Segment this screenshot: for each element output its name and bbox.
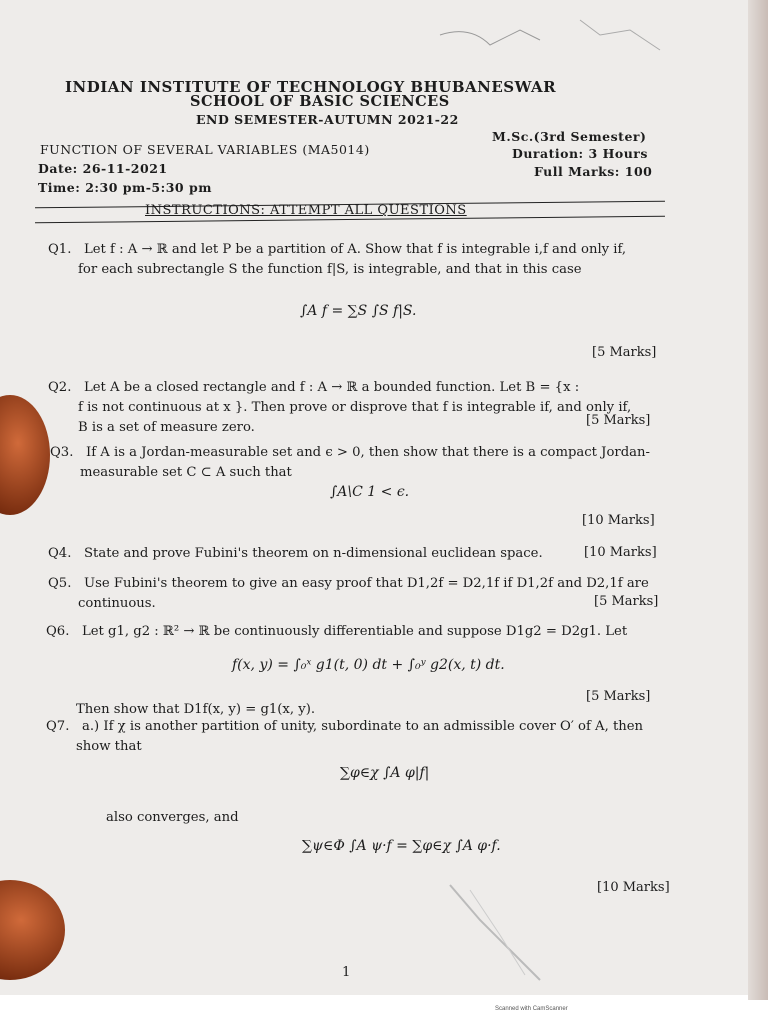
formula-q7-series: ∑φ∈χ ∫A φ|f| [340,765,430,781]
school-name: SCHOOL OF BASIC SCIENCES [190,93,450,110]
question-7 [46,717,696,757]
question-6 [46,622,696,642]
instructions: INSTRUCTIONS: ATTEMPT ALL QUESTIONS [145,203,467,218]
full-marks: Full Marks: 100 [534,164,653,179]
question-number: Q4. [48,546,72,561]
marks-q4: [10 Marks] [584,545,657,560]
program: M.Sc.(3rd Semester) [492,129,647,144]
question-3 [50,443,690,483]
formula-q6: f(x, y) = ∫₀ˣ g1(t, 0) dt + ∫₀ʸ g2(x, t) dt. [232,657,505,673]
question-text: B is a set of measure zero. [78,420,255,435]
question-number: Q6. [46,624,70,639]
marks-q3: [10 Marks] [582,513,655,528]
duration: Duration: 3 Hours [512,146,648,161]
finger-shadow-top [0,395,50,515]
marks-q6: [5 Marks] [586,689,651,704]
institute-name: INDIAN INSTITUTE OF TECHNOLOGY BHUBANESWAR [65,78,557,96]
formula-q3: ∫A\C 1 < ϵ. [330,484,410,500]
question-text: continuous. [78,596,156,611]
page-number: 1 [342,965,351,980]
question-text: State and prove Fubini's theorem on n-dimensional euclidean space. [84,546,543,561]
exam-date: Date: 26-11-2021 [38,161,168,176]
question-text: measurable set C ⊂ A such that [80,465,292,480]
course-title: FUNCTION OF SEVERAL VARIABLES (MA5014) [40,142,370,157]
marks-q5: [5 Marks] [594,594,659,609]
marks-q7: [10 Marks] [597,880,670,895]
question-text: for each subrectangle S the function f|S, is integrable, and that in this case [78,262,582,277]
exam-title: END SEMESTER-AUTUMN 2021-22 [196,112,459,127]
formula-q7-equality: ∑ψ∈Φ ∫A ψ·f = ∑φ∈χ ∫A φ·f. [302,838,501,854]
question-text: f is not continuous at x }. Then prove or disprove that f is integrable if, and only if, [78,400,632,415]
question-text: Let A be a closed rectangle and f : A → ℝ a bounded function. Let B = {x : [84,380,580,395]
marks-q1: [5 Marks] [592,345,657,360]
question-text: If A is a Jordan-measurable set and ϵ > 0, then show that there is a compact Jordan- [86,445,650,460]
question-number: Q7. [46,719,70,734]
question-text: show that [76,739,142,754]
question-number: Q5. [48,576,72,591]
marks-q2: [5 Marks] [586,413,651,428]
question-text: Let f : A → ℝ and let P be a partition of A. Show that f is integrable i,f and only if, [84,242,627,257]
question-5 [48,574,688,614]
question-number: Q2. [48,380,72,395]
question-7-text: also converges, and [106,810,239,825]
finger-shadow-bottom [0,880,65,980]
question-number: Q3. [50,445,74,460]
question-text: Use Fubini's theorem to give an easy proof that D1,2f = D2,1f if D1,2f and D2,1f are [84,576,649,591]
formula-q1: ∫A f = ∑S ∫S f|S. [300,303,417,319]
question-4 [48,544,588,564]
question-2 [48,378,688,438]
paper-crease-bottom [440,880,620,990]
question-text: Let g1, g2 : ℝ² → ℝ be continuously differentiable and suppose D1g2 = D2g1. Let [82,624,628,639]
question-6-conclusion: Then show that D1f(x, y) = g1(x, y). [76,702,316,717]
exam-time: Time: 2:30 pm-5:30 pm [38,180,212,195]
question-1 [48,240,688,280]
question-number: Q1. [48,242,72,257]
paper-edge [748,0,768,1000]
question-text: a.) If χ is another partition of unity, subordinate to an admissible cover O′ of A, then [82,719,644,734]
scanner-watermark: Scanned with CamScanner [495,1006,568,1012]
